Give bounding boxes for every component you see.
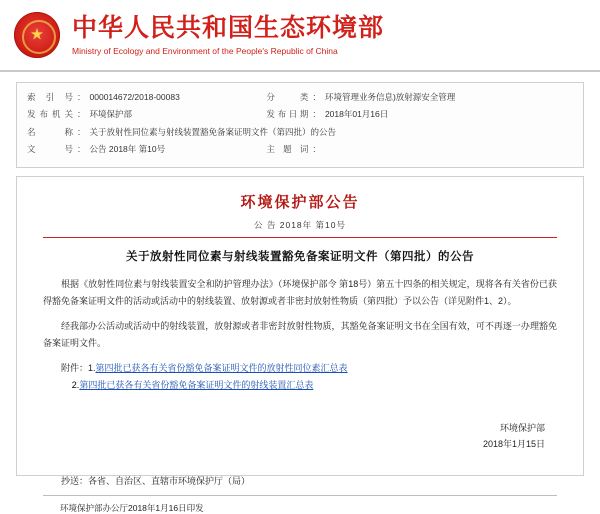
site-header bbox=[0, 0, 600, 72]
meta-value-index: 000014672/2018-00083 bbox=[89, 92, 180, 102]
announcement-number: 公 告 2018年 第10号 bbox=[254, 219, 346, 230]
document-metadata-panel bbox=[16, 82, 584, 168]
meta-colon: ： bbox=[77, 126, 86, 137]
meta-colon: ： bbox=[77, 109, 86, 120]
meta-colon: ： bbox=[77, 92, 86, 102]
table-row bbox=[25, 106, 575, 123]
meta-label-name: 名称 bbox=[27, 126, 73, 137]
signature-block bbox=[43, 420, 557, 452]
table-row bbox=[25, 141, 575, 158]
red-divider bbox=[43, 237, 557, 238]
footer-divider bbox=[43, 495, 557, 496]
meta-label-docnumber: 文号 bbox=[27, 144, 73, 155]
meta-label-category: 分类 bbox=[266, 92, 309, 102]
meta-colon: ： bbox=[77, 144, 86, 155]
announcement-title: 环境保护部公告 bbox=[240, 192, 360, 211]
meta-value-publisher: 环境保护部 bbox=[89, 109, 133, 120]
signature-organization: 环境保护部 bbox=[499, 422, 545, 433]
attachment-link-1[interactable]: 第四批已获各有关省份豁免备案证明文件的放射性同位素汇总表 bbox=[95, 363, 348, 374]
attachment-lead-label: 附件：1. bbox=[61, 363, 96, 374]
table-row bbox=[25, 89, 575, 106]
emblem-star: ★ bbox=[30, 26, 44, 42]
meta-label-keywords: 主题词 bbox=[266, 144, 309, 155]
meta-colon: ： bbox=[312, 92, 321, 102]
attachment-line-2 bbox=[43, 377, 557, 394]
attachment-link-2[interactable]: 第四批已获各有关省份豁免备案证明文件的射线装置汇总表 bbox=[79, 380, 314, 391]
meta-value-category: 环境管理业务信息)放射源安全管理 bbox=[324, 92, 456, 102]
announcement-subject: 关于放射性同位素与射线装置豁免备案证明文件（第四批）的公告 bbox=[126, 248, 474, 263]
document-body bbox=[16, 176, 584, 514]
ministry-name-cn: 中华人民共和国生态环境部 bbox=[72, 13, 385, 43]
table-row bbox=[25, 124, 575, 141]
cc-line: 抄送：各省、自治区、直辖市环境保护厅（局） bbox=[61, 476, 251, 487]
meta-value-publish-date: 2018年01月16日 bbox=[324, 109, 389, 120]
paragraph-2: 经我部办公活动或活动中的射线装置，放射源或者非密封放射性物质，其豁免备案证明文书在全国有效，可不再逐一办理豁免备案证明文件。 bbox=[43, 321, 557, 348]
attachment-index-2: 2. bbox=[71, 380, 80, 391]
signature-date: 2018年1月15日 bbox=[482, 438, 545, 449]
meta-label-publisher: 发布机关 bbox=[27, 109, 73, 120]
metadata-table bbox=[25, 89, 575, 159]
paragraph-1: 根据《放射性同位素与射线装置安全和防护管理办法》（环境保护部令 第18号）第五十四条的相关规定，现将各有关省份已获得豁免备案证明文件的活动或活动中的射线装置、放射源或者非密封放射性物质（第四批）予以公告（详见附件1、2）。 bbox=[43, 278, 557, 306]
meta-colon: ： bbox=[312, 109, 321, 120]
header-titles bbox=[72, 14, 384, 56]
meta-colon: ： bbox=[312, 144, 321, 155]
meta-label-index: 索引号 bbox=[27, 92, 73, 102]
ministry-name-en: Ministry of Ecology and Environment of the People's Republic of China bbox=[72, 45, 338, 56]
print-info: 环境保护部办公厅2018年1月16日印发 bbox=[60, 503, 204, 514]
meta-label-publish-date: 发布日期 bbox=[266, 109, 309, 120]
meta-value-docnumber: 公告 2018年 第10号 bbox=[89, 144, 166, 155]
meta-value-keywords bbox=[323, 141, 575, 158]
national-emblem-icon bbox=[14, 12, 60, 58]
attachment-line-1 bbox=[43, 360, 557, 377]
meta-value-name: 关于放射性同位素与射线装置豁免备案证明文件（第四批）的公告 bbox=[89, 126, 337, 137]
